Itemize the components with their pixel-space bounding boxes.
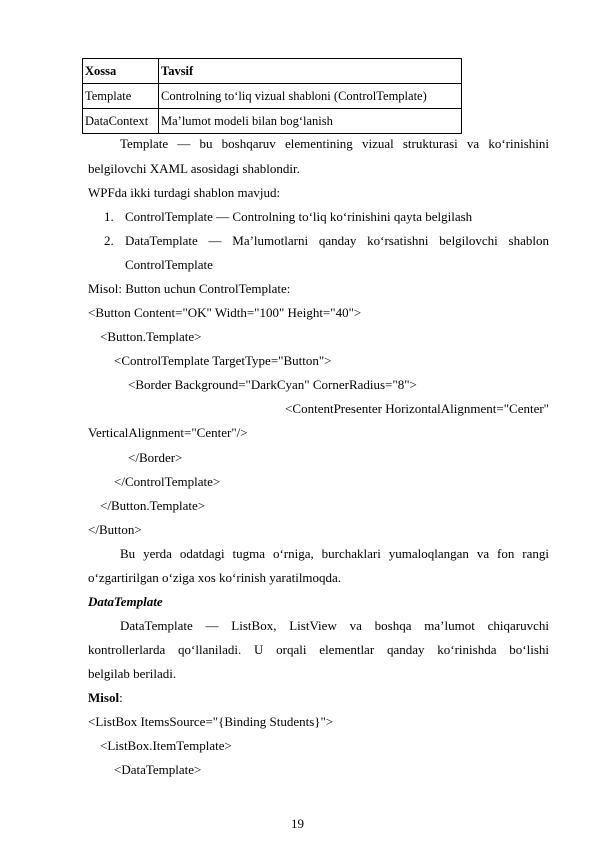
table-cell: Ma’lumot modeli bilan bog‘lanish (159, 109, 462, 134)
paragraph-line: belgilab beriladi. (88, 666, 177, 681)
code-line: <ListBox.ItemTemplate> (100, 738, 232, 753)
properties-table (82, 58, 462, 134)
list-number: 1. (104, 209, 114, 224)
code-line: </Border> (128, 450, 183, 465)
list-number: 2. (104, 233, 114, 248)
example-caption-colon: : (119, 690, 123, 705)
table-header-row (83, 59, 462, 84)
table-header-cell: Tavsif (159, 59, 462, 84)
code-line: VerticalAlignment="Center"/> (88, 425, 248, 440)
paragraph-line: kontrollerlarda qo‘llaniladi. U orqali elementlar qanday ko‘rinishda bo‘lishi (88, 642, 549, 657)
code-line: <Button.Template> (100, 329, 202, 344)
paragraph-line: Template — bu boshqaruv elementining vizual strukturasi va ko‘rinishini (120, 136, 549, 151)
example-caption: Misol: Button uchun ControlTemplate: (88, 281, 291, 296)
list-item-continuation: ControlTemplate (125, 257, 213, 272)
table-cell: Template (83, 84, 159, 109)
paragraph-line: belgilovchi XAML asosidagi shablondir. (88, 161, 300, 176)
code-line: <ListBox ItemsSource="{Binding Students}"> (88, 714, 334, 729)
code-line: <Button Content="OK" Width="100" Height="40"> (88, 305, 362, 320)
paragraph-line: DataTemplate — ListBox, ListView va boshqa ma’lumot chiqaruvchi (120, 618, 549, 633)
table-cell: Controlning to‘liq vizual shabloni (ControlTemplate) (159, 84, 462, 109)
code-line: </Button> (88, 522, 142, 537)
table-row (83, 109, 462, 134)
example-caption (88, 690, 123, 706)
list-item: ControlTemplate — Controlning to‘liq ko‘rinishini qayta belgilash (125, 209, 473, 224)
code-line: </ControlTemplate> (114, 474, 221, 489)
example-caption-bold: Misol (88, 690, 120, 705)
table-cell: DataContext (83, 109, 159, 134)
table-row (83, 84, 462, 109)
table-header-cell: Xossa (83, 59, 159, 84)
code-line: <ContentPresenter HorizontalAlignment="Center" (285, 401, 549, 416)
paragraph-line: WPFda ikki turdagi shablon mavjud: (88, 185, 281, 200)
code-line: <DataTemplate> (114, 762, 202, 777)
page-number: 19 (291, 816, 304, 831)
paragraph-line: Bu yerda odatdagi tugma o‘rniga, burchaklari yumaloqlangan va fon rangi (120, 546, 549, 561)
code-line: </Button.Template> (100, 498, 206, 513)
section-heading: DataTemplate (88, 594, 163, 609)
code-line: <ControlTemplate TargetType="Button"> (114, 353, 332, 368)
list-item: DataTemplate — Ma’lumotlarni qanday ko‘rsatishni belgilovchi shablon (125, 233, 549, 248)
paragraph-line: o‘zgartirilgan o‘ziga xos ko‘rinish yaratilmoqda. (88, 570, 342, 585)
code-line: <Border Background="DarkCyan" CornerRadius="8"> (128, 377, 417, 392)
